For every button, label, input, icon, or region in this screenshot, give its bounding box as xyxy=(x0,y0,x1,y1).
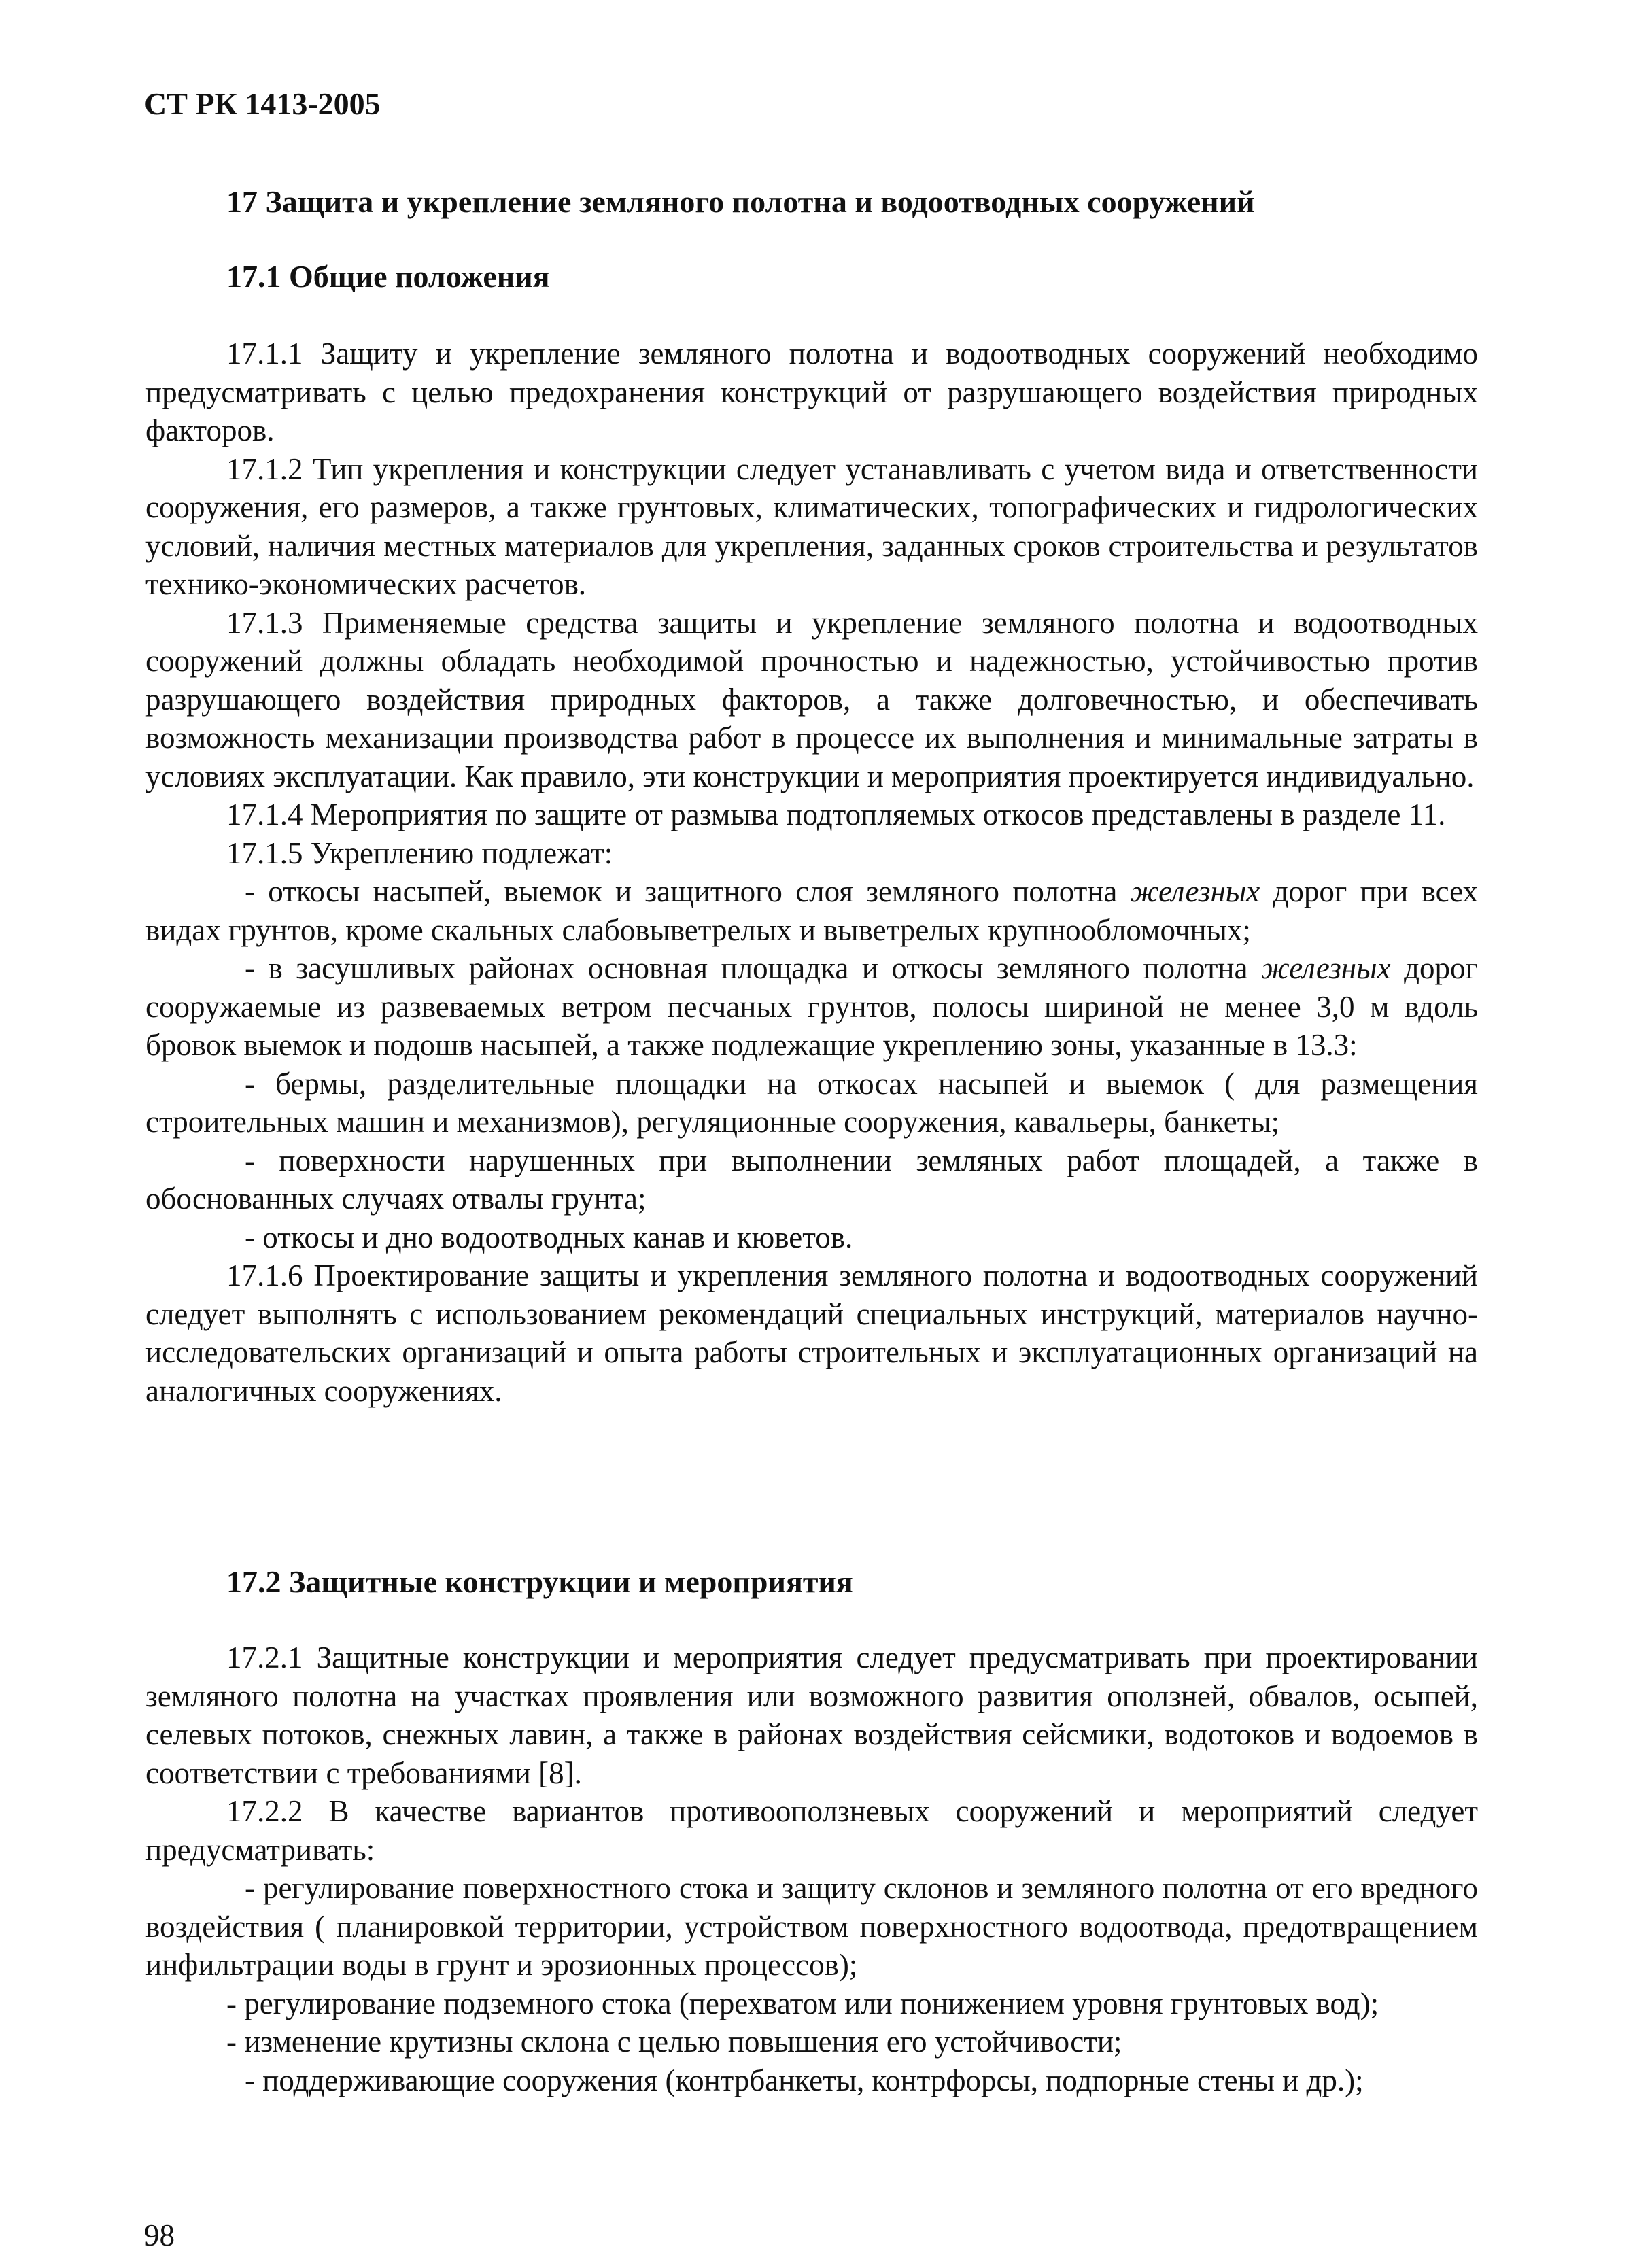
section-17-1-body xyxy=(145,334,1478,1410)
list-item: - регулирование подземного стока (перехватом или понижением уровня грунтовых вод); xyxy=(226,1986,1379,2020)
list-item: - изменение крутизны склона с целью повышения его устойчивости; xyxy=(226,2025,1122,2059)
list-item: - поверхности нарушенных при выполнении земляных работ площадей, а также в обоснованных случаях отвалы грунта; xyxy=(145,1143,1478,1216)
section-17-2-body xyxy=(145,1638,1478,2099)
paragraph-17-1-6: 17.1.6 Проектирование защиты и укрепления земляного полотна и водоотводных сооружений следует выполнять с использованием рекомендаций специальных инструкций, материалов научно-исследовательских организаций и опыта работы строительных и эксплуатационных организаций на аналогичных сооружениях. xyxy=(145,1258,1478,1408)
paragraph-17-2-2: 17.2.2 В качестве вариантов противооползневых сооружений и мероприятий следует предусматривать: xyxy=(145,1794,1478,1867)
list-item: - откосы насыпей, выемок и защитного слоя земляного полотна железных дорог при всех видах грунтов, кроме скальных слабовыветрелых и выветрелых крупнообломочных; xyxy=(145,874,1478,947)
page-number: 98 xyxy=(144,2218,175,2252)
paragraph-17-1-1: 17.1.1 Защиту и укрепление земляного полотна и водоотводных сооружений необходимо предусматривать с целью предохранения конструкций от разрушающего воздействия природных факторов. xyxy=(145,337,1478,447)
section-heading-17-1: 17.1 Общие положения xyxy=(226,259,550,294)
list-item: - откосы и дно водоотводных канав и кюветов. xyxy=(245,1220,853,1254)
list-item: - поддерживающие сооружения (контрбанкеты, контрфорсы, подпорные стены и др.); xyxy=(245,2063,1364,2097)
paragraph-17-2-1: 17.2.1 Защитные конструкции и мероприятия следует предусматривать при проектировании земляного полотна на участках проявления или возможного развития оползней, обвалов, осыпей, селевых потоков, снежных лавин, а также в районах воздействия сейсмики, водотоков и водоемов в соответствии с требованиями [8]. xyxy=(145,1640,1478,1790)
paragraph-17-1-5: 17.1.5 Укреплению подлежат: xyxy=(226,836,613,870)
list-item: - регулирование поверхностного стока и защиту склонов и земляного полотна от его вредного воздействия ( планировкой территории, устройством поверхностного водоотвода, предотвращением инфильтрации воды в грунт и эрозионных процессов); xyxy=(145,1871,1478,1982)
paragraph-17-1-3: 17.1.3 Применяемые средства защиты и укрепление земляного полотна и водоотводных сооружений должны обладать необходимой прочностью и надежностью, устойчивостью против разрушающего воздействия природных факторов, а также долговечностью, и обеспечивать возможность механизации производства работ в процессе их выполнения и минимальные затраты в условиях эксплуатации. Как правило, эти конструкции и мероприятия проектируется индивидуально. xyxy=(145,605,1478,793)
list-item: - бермы, разделительные площадки на откосах насыпей и выемок ( для размещения строительных машин и механизмов), регуляционные сооружения, кавальеры, банкеты; xyxy=(145,1066,1478,1139)
list-item: - в засушливых районах основная площадка и откосы земляного полотна железных дорог сооружаемые из развеваемых ветром песчаных грунтов, полосы шириной не менее 3,0 м вдоль бровок выемок и подошв насыпей, а также подлежащие укреплению зоны, указанные в 13.3: xyxy=(145,951,1479,1062)
section-heading-17-2: 17.2 Защитные конструкции и мероприятия xyxy=(226,1564,853,1599)
paragraph-17-1-2: 17.1.2 Тип укрепления и конструкции следует устанавливать с учетом вида и ответственности сооружения, его размеров, а также грунтовых, климатических, топографических и гидрологических условий, наличия местных материалов для укрепления, заданных сроков строительства и результатов технико-экономических расчетов. xyxy=(145,451,1478,601)
section-heading-17: 17 Защита и укрепление земляного полотна и водоотводных сооружений xyxy=(226,184,1255,219)
document-code: СТ РК 1413-2005 xyxy=(144,86,381,121)
paragraph-17-1-4: 17.1.4 Мероприятия по защите от размыва подтопляемых откосов представлены в разделе 11. xyxy=(226,797,1446,831)
